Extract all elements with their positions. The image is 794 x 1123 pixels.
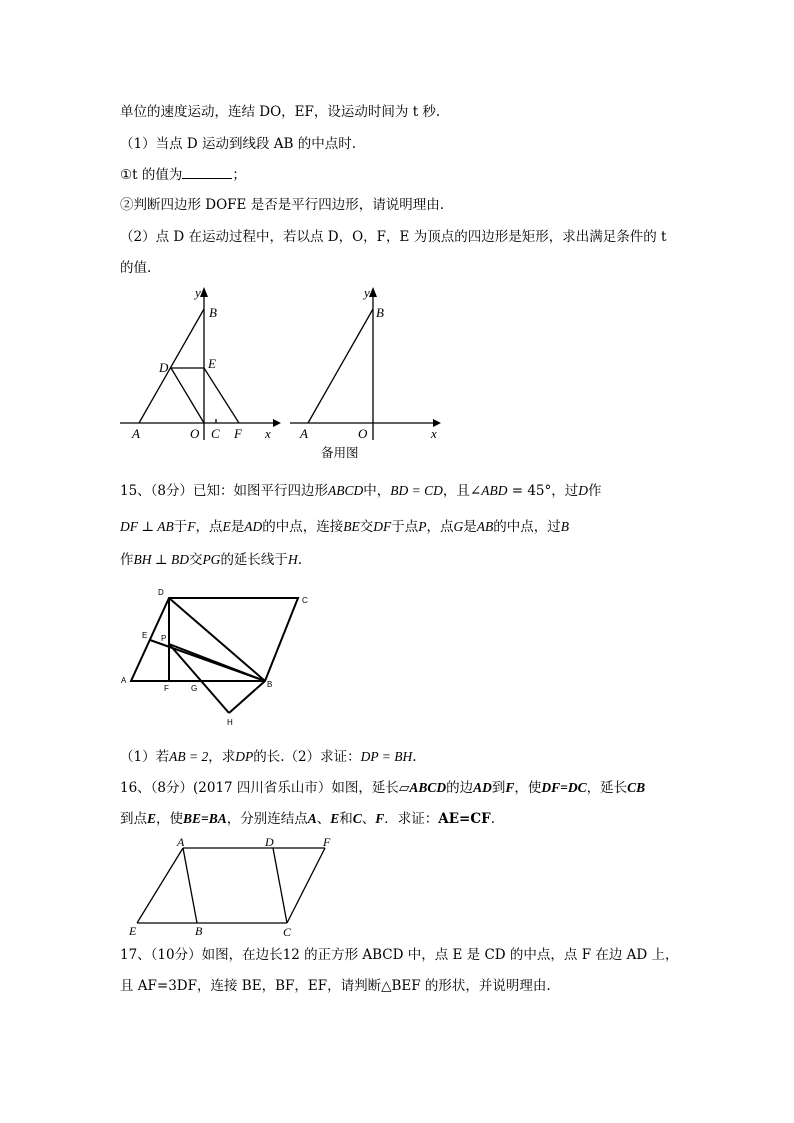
- p15-text-1: 15、（8分）已知：如图平行四边形: [120, 483, 329, 499]
- p15-q-t: .: [412, 749, 417, 765]
- fig2-label-y: y: [364, 285, 370, 300]
- p16-line-2: [120, 810, 495, 828]
- p15-m: B: [560, 519, 569, 534]
- fig3-label-B: B: [267, 680, 273, 689]
- fig1-label-O: O: [190, 426, 200, 441]
- p15-t: 交: [359, 519, 374, 535]
- fig3-label-C: C: [302, 596, 308, 605]
- p15-m: G: [453, 519, 464, 534]
- fig2-caption: 备用图: [321, 446, 359, 460]
- p15-math-ABD: ABD: [481, 483, 508, 498]
- p14-question-1-2: ②判断四边形 DOFE 是否是平行四边形，请说明理由.: [120, 197, 444, 213]
- p15-t: 的中点，过: [493, 519, 561, 535]
- p16-m: E: [330, 811, 340, 826]
- p16-t: ，分别连结点: [226, 811, 308, 827]
- p14-q1-1-text: ①t 的值为: [120, 167, 183, 183]
- fig1-label-A: A: [132, 426, 140, 441]
- figure-coordinate-1: [115, 285, 285, 445]
- fig3-label-E: E: [142, 631, 148, 640]
- answer-blank: [182, 166, 232, 179]
- p16-t: .: [490, 811, 495, 827]
- p15-t: 是: [230, 519, 245, 535]
- p15-text-2: 中，: [363, 483, 391, 499]
- p16-t: ．求证：: [384, 811, 439, 827]
- p16-m: C: [352, 811, 362, 826]
- p15-q-m: DP: [235, 749, 254, 764]
- p15-t: 交: [188, 552, 203, 568]
- p17-line-2: 且 AF=3DF，连接 BE，BF，EF，请判断△BEF 的形状，并说明理由.: [120, 978, 551, 994]
- figure-parallelogram-extension: [125, 833, 345, 938]
- p15-t: 的中点，连接: [262, 519, 344, 535]
- p15-text-5: 作: [588, 483, 602, 499]
- fig3-label-F: F: [164, 684, 169, 693]
- p16-m: AD: [473, 780, 492, 795]
- p15-t: ，点: [195, 519, 223, 535]
- fig4-label-E: E: [129, 924, 137, 938]
- fig4-label-D: D: [265, 835, 274, 849]
- fig2-label-B: B: [376, 305, 384, 320]
- fig1-label-x: x: [265, 426, 271, 441]
- p15-q-t: （1）若: [120, 749, 170, 765]
- p15-q-t: 的长.（2）求证：: [253, 749, 361, 765]
- p15-t: 于: [173, 519, 188, 535]
- fig4-label-F: F: [323, 835, 331, 849]
- p16-m: A: [307, 811, 317, 826]
- p16-t: 、: [361, 811, 376, 827]
- fig1-label-D: D: [159, 360, 169, 375]
- fig3-label-A: A: [121, 676, 127, 685]
- p15-math-BD-CD: BD = CD: [390, 483, 443, 498]
- p16-t: 到: [491, 780, 506, 796]
- p16-t: 的边: [446, 780, 474, 796]
- p15-m: AD: [244, 519, 263, 534]
- p15-t: 的延长线于: [220, 552, 288, 568]
- p15-t: ，点: [426, 519, 454, 535]
- p16-line-1: [120, 779, 645, 797]
- p15-t: .: [297, 552, 302, 568]
- p15-t: 是: [463, 519, 477, 535]
- p15-t: 作: [120, 552, 134, 568]
- p14-q1-1-end: ；: [232, 167, 246, 183]
- p14-question-1-1: [120, 166, 246, 184]
- p15-m: P: [418, 519, 427, 534]
- fig3-label-P: P: [161, 634, 167, 643]
- fig1-label-F: F: [234, 426, 242, 441]
- p17-line-1: 17、（10分）如图，在边长12 的正方形 ABCD 中，点 E 是 CD 的中点，点 F 在边 AD 上，: [120, 947, 679, 963]
- p15-m: H: [287, 552, 298, 567]
- p16-t: ，使: [514, 780, 542, 796]
- fig1-label-E: E: [208, 356, 216, 371]
- fig3-label-G: G: [191, 684, 198, 693]
- p15-text-3: ，且∠: [442, 483, 482, 499]
- p16-t: 、: [316, 811, 331, 827]
- p15-t: 于点: [391, 519, 419, 535]
- p15-m: AB: [476, 519, 494, 534]
- fig3-label-H: H: [227, 718, 233, 727]
- fig2-label-O: O: [358, 426, 368, 441]
- fig2-label-x: x: [431, 426, 437, 441]
- p15-line-1: [120, 482, 602, 500]
- p14-question-2: （2）点 D 在运动过程中，若以点 D，O，F，E 为顶点的四边形是矩形，求出满足条件的 t: [120, 229, 667, 245]
- p16-t: ，延长: [586, 780, 628, 796]
- p16-m: F: [505, 780, 515, 795]
- fig1-label-y: y: [195, 285, 201, 300]
- p16-m: ▱ABCD: [398, 780, 447, 795]
- p16-m: BE=BA: [183, 811, 227, 826]
- p14-question-2-cont: 的值.: [120, 260, 152, 276]
- p15-q-m: DP = BH: [360, 749, 413, 764]
- p15-m: BE: [343, 519, 360, 534]
- fig3-label-D: D: [158, 588, 164, 597]
- p16-m: CB: [627, 780, 646, 795]
- p15-math-DF-perp-AB: DF ⊥ AB: [120, 519, 174, 534]
- p14-line-1: 单位的速度运动，连结 DO，EF，设运动时间为 t 秒.: [120, 104, 441, 120]
- p16-t: 16、（8分）(2017 四川省乐山市）如图，延长: [120, 780, 399, 796]
- p15-q-m: AB = 2: [169, 749, 209, 764]
- p15-line-2: [120, 518, 569, 536]
- figure-parallelogram-abcd: [118, 586, 318, 726]
- fig1-label-B: B: [209, 305, 217, 320]
- fig1-label-C: C: [211, 426, 220, 441]
- p16-t: 到点: [120, 811, 147, 827]
- p15-line-3: [120, 551, 302, 569]
- fig4-label-B: B: [195, 924, 203, 938]
- fig4-label-C: C: [283, 925, 292, 939]
- p15-math-BH-perp-BD: BH ⊥ BD: [133, 552, 189, 567]
- fig2-label-A: A: [300, 426, 308, 441]
- p15-questions: [120, 748, 417, 766]
- fig4-label-A: A: [177, 835, 185, 849]
- p15-math-ABCD: ABCD: [328, 483, 364, 498]
- p14-question-1: （1）当点 D 运动到线段 AB 的中点时.: [120, 136, 357, 152]
- p15-m: PG: [202, 552, 221, 567]
- p16-m: AE=CF: [438, 811, 491, 827]
- p16-m: E: [147, 811, 157, 826]
- p16-m: DF=DC: [541, 780, 587, 795]
- p15-math-D: D: [578, 483, 589, 498]
- p15-q-t: ，求: [208, 749, 236, 765]
- p16-m: F: [375, 811, 385, 826]
- figure-coordinate-backup: [285, 285, 455, 465]
- p16-t: 和: [339, 811, 353, 827]
- p15-m: F: [187, 519, 196, 534]
- p16-t: ，使: [156, 811, 184, 827]
- p15-m: DF: [373, 519, 392, 534]
- p15-m: E: [222, 519, 231, 534]
- p15-text-4: = 45°，过: [507, 483, 579, 499]
